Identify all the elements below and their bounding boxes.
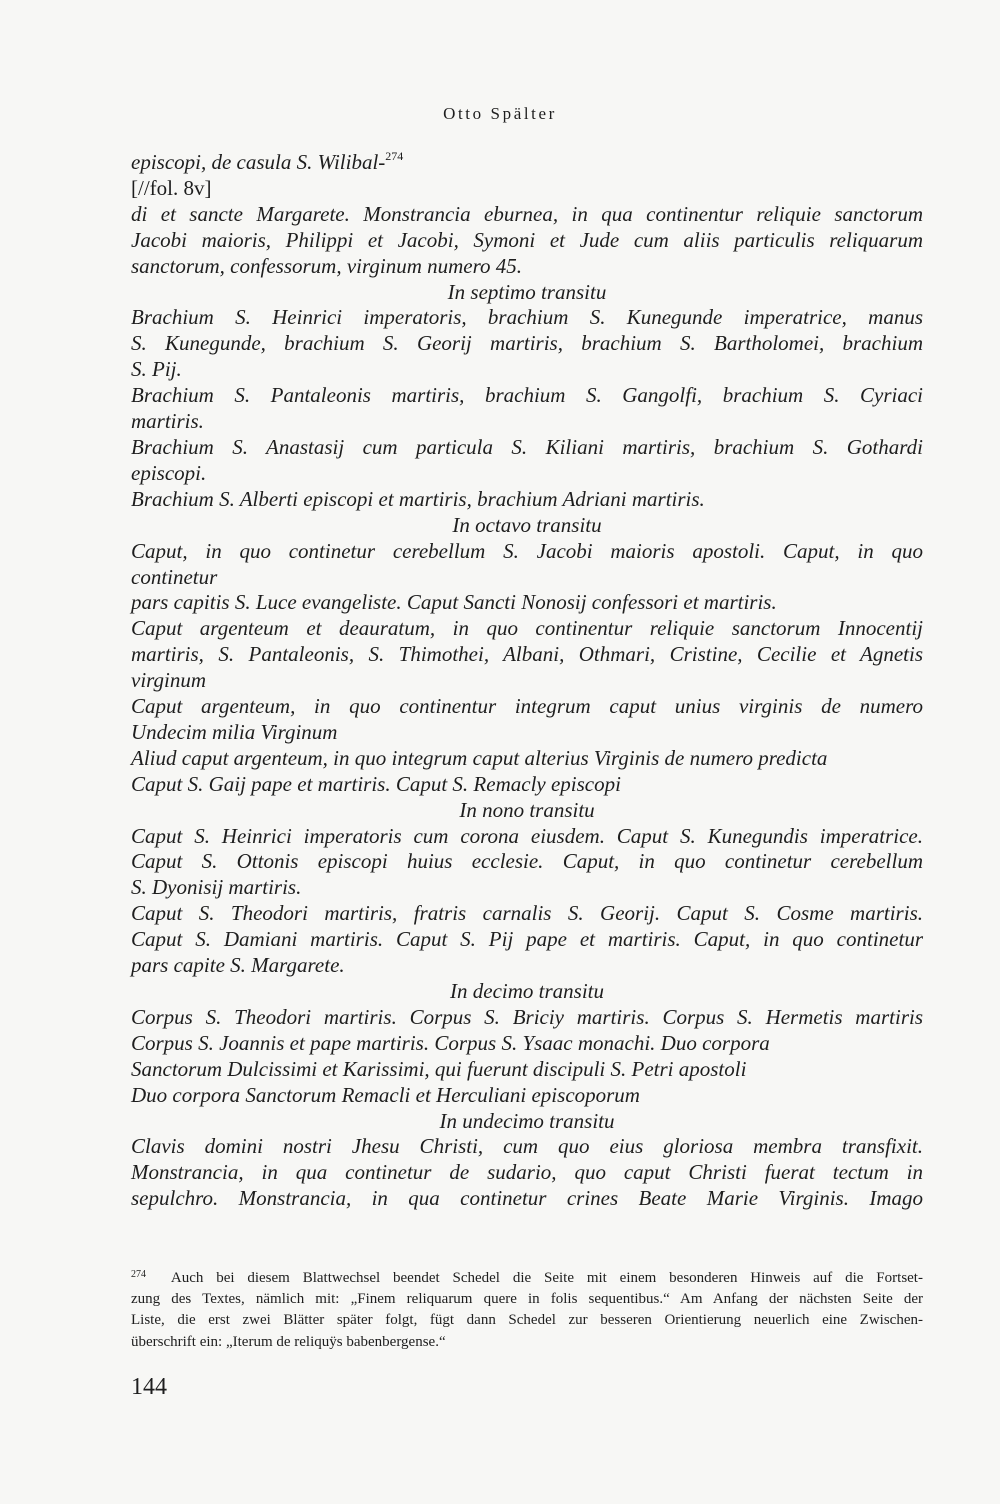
text-line: pars capite S. Margarete. — [131, 953, 345, 978]
text-line: Monstrancia, in qua continetur de sudario, quo caput Christi fuerat tectum in — [131, 1160, 923, 1185]
text-line: Brachium S. Pantaleonis martiris, brachium S. Gangolfi, brachium S. Cyriaci — [131, 383, 923, 408]
text-line: Caput S. Heinrici imperatoris cum corona eiusdem. Caput S. Kunegundis imperatrice. — [131, 823, 923, 848]
footnote-reference: 274 — [385, 149, 404, 163]
text-line: Caput S. Gaij pape et martiris. Caput S. Remacly episcopi — [131, 771, 621, 796]
text-line: Sanctorum Dulcissimi et Karissimi, qui fuerunt discipuli S. Petri apostoli — [131, 1056, 747, 1081]
footnote-line: zung des Textes, nämlich mit: „Finem reliquarum quere in folis sequentibus.“ Am Anfang der nächsten Seite der — [131, 1291, 923, 1308]
text-line: continetur — [131, 564, 218, 589]
text-line: Caput S. Damiani martiris. Caput S. Pij pape et martiris. Caput, in quo continetur — [131, 927, 923, 952]
footnote-line: überschrift ein: „Iterum de reliquÿs babenbergense.“ — [131, 1333, 446, 1350]
text-line: Corpus S. Joannis et pape martiris. Corpus S. Ysaac monachi. Duo corpora — [131, 1030, 770, 1055]
footnote-274 — [131, 1268, 923, 1353]
text-line: Jacobi maioris, Philippi et Jacobi, Symoni et Jude cum aliis particulis reliquarum — [131, 227, 923, 252]
text-line: S. Pij. — [131, 357, 182, 382]
text-line: Caput argenteum et deauratum, in quo continentur reliquie sanctorum Innocentij — [131, 616, 923, 641]
text-line: Duo corpora Sanctorum Remacli et Herculiani episcoporum — [131, 1082, 640, 1107]
text-line: Aliud caput argenteum, in quo integrum caput alterius Virginis de numero predicta — [131, 745, 828, 770]
text-line: episcopi. — [131, 460, 207, 485]
text-line: Brachium S. Alberti episcopi et martiris, brachium Adriani martiris. — [131, 486, 705, 511]
text-line: Brachium S. Heinrici imperatoris, brachium S. Kunegunde imperatrice, manus — [131, 305, 923, 330]
text-line: martiris. — [131, 409, 204, 434]
text-line: pars capitis S. Luce evangeliste. Caput Sancti Nonosij confessori et martiris. — [131, 590, 777, 615]
running-header: Otto Spälter — [443, 104, 557, 123]
text-line: Clavis domini nostri Jhesu Christi, cum quo eius gloriosa membra transfixit. — [131, 1134, 923, 1159]
main-text — [131, 150, 923, 1212]
text-line: di et sancte Margarete. Monstrancia eburnea, in qua continentur reliquie sanctorum — [131, 201, 923, 226]
text-line: Brachium S. Anastasij cum particula S. Kiliani martiris, brachium S. Gothardi — [131, 434, 923, 459]
section-heading: In undecimo transitu — [439, 1108, 615, 1133]
text-line: S. Dyonisij martiris. — [131, 875, 302, 900]
text-line: Corpus S. Theodori martiris. Corpus S. Briciy martiris. Corpus S. Hermetis martiris — [131, 1004, 923, 1029]
text-line: Caput S. Theodori martiris, fratris carnalis S. Georij. Caput S. Cosme martiris. — [131, 901, 923, 926]
text-line: virginum — [131, 668, 207, 693]
section-heading: In nono transitu — [459, 797, 595, 822]
text-line: [//fol. 8v] — [131, 175, 212, 200]
section-heading: In decimo transitu — [450, 979, 604, 1003]
footnote-line: $^{274}$ Auch bei diesem Blattwechsel beendet Schedel die Seite mit einem besonderen Hinweis auf die Fortset- — [131, 1269, 923, 1286]
text-line: S. Kunegunde, brachium S. Georij martiris, brachium S. Bartholomei, brachium — [131, 331, 923, 356]
page-number: 144 — [131, 1374, 167, 1400]
text-line: Undecim milia Virginum — [131, 719, 338, 744]
text-line: Caput, in quo continetur cerebellum S. Jacobi maioris apostoli. Caput, in quo — [131, 538, 923, 563]
text-line: sanctorum, confessorum, virginum numero 45. — [131, 253, 523, 278]
text-line: Caput argenteum, in quo continentur integrum caput unius virginis de numero — [131, 694, 923, 719]
text-line: episcopi, de casula S. Wilibal-$^{274}$ — [131, 149, 404, 174]
footnote-line: Liste, die erst zwei Blätter später folgt, fügt dann Schedel zur besseren Orientierung neuerlich eine Zwischen- — [131, 1312, 923, 1329]
text-line: Caput S. Ottonis episcopi huius ecclesie. Caput, in quo continetur cerebellum — [131, 849, 923, 874]
footnote-number: 274 — [131, 1269, 146, 1280]
section-heading: In septimo transitu — [447, 279, 607, 304]
text-line: martiris, S. Pantaleonis, S. Thimothei, Albani, Othmari, Cristine, Cecilie et Agnetis — [131, 642, 923, 667]
section-heading: In octavo transitu — [452, 512, 602, 537]
text-line: sepulchro. Monstrancia, in qua continetur crines Beate Marie Virginis. Imago — [131, 1186, 923, 1211]
